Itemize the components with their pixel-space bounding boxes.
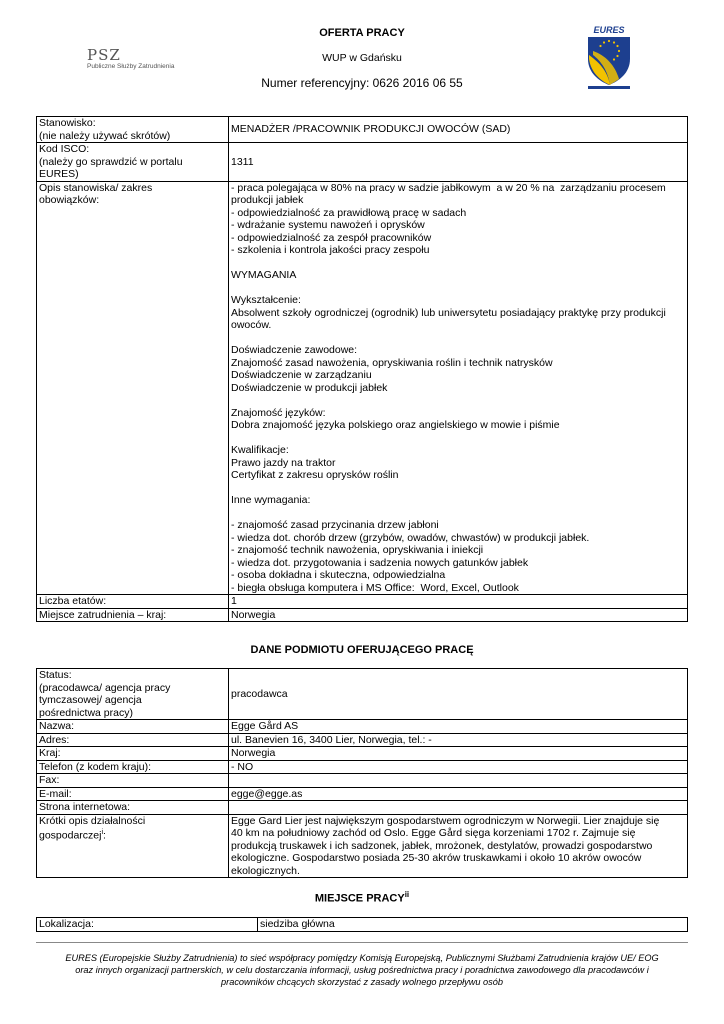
table-row xyxy=(37,143,688,182)
country-label: Kraj: xyxy=(37,747,229,761)
psz-logo: PSZ Publiczne Służby Zatrudnienia xyxy=(87,46,175,70)
website-label: Strona internetowa: xyxy=(37,801,229,815)
fax-label: Fax: xyxy=(37,774,229,788)
phone-value: - NO xyxy=(229,760,688,774)
table-row xyxy=(37,595,688,609)
isco-label: Kod ISCO: (należy go sprawdzić w portalu EURES) xyxy=(37,143,229,182)
fax-value xyxy=(229,774,688,788)
table-row xyxy=(37,181,688,595)
email-value: egge@egge.as xyxy=(229,787,688,801)
name-value: Egge Gård AS xyxy=(229,720,688,734)
name-label: Nazwa: xyxy=(37,720,229,734)
table-row xyxy=(37,669,688,720)
workplace-country-value: Norwegia xyxy=(229,608,688,622)
status-label: Status: (pracodawca/ agencja pracy tymczasowej/ agencja pośrednictwa pracy) xyxy=(37,669,229,720)
table-row xyxy=(37,801,688,815)
office-name: WUP w Gdańsku xyxy=(322,52,402,64)
employer-section-heading: DANE PODMIOTU OFERUJĄCEGO PRACĘ xyxy=(250,644,474,656)
status-value: pracodawca xyxy=(229,669,688,720)
description-value: - praca polegająca w 80% na pracy w sadzie jabłkowym a w 20 % na zarządzaniu procesem produkcji jabłek - odpowiedzialność za prawidłową pracę w sadach - wdrażanie systemu nawożeń i oprysków - odpowiedzialność za zespół pracowników - szkolenia i kontrola jakości pracy zespołu WYMAGANIA Wykształcenie: Absolwent szkoły ogrodniczej (ogrodnik) lub uniwersytetu posiadający praktykę przy produkcji owoców. Doświadczenie zawodowe: Znajomość zasad nawożenia, opryskiwania roślin i technik natrysków Doświadczenie w zarządzaniu Doświadczenie w produkcji jabłek Znajomość języków: Dobra znajomość języka polskiego oraz angielskiego w mowie i piśmie Kwalifikacje: Prawo jazdy na traktor Certyfikat z zakresu oprysków roślin Inne wymagania: - znajomość zasad przycinania drzew jabłoni - wiedza dot. chorób drzew (grzybów, owadów, chwastów) w produkcji jabłek. - znajomość technik nawożenia, opryskiwania i iniekcji - wiedza dot. przygotowania i sadzenia nowych gatunków jabłek - osoba dokładna i skuteczna, odpowiedzialna - biegła obsługa komputera i MS Office: Word, Excel, Outlook xyxy=(229,181,688,595)
country-value: Norwegia xyxy=(229,747,688,761)
positions-count-label: Liczba etatów: xyxy=(37,595,229,609)
location-label: Lokalizacja: xyxy=(37,918,258,932)
description-label: Opis stanowiska/ zakres obowiązków: xyxy=(37,181,229,595)
address-label: Adres: xyxy=(37,733,229,747)
position-label: Stanowisko: (nie należy używać skrótów) xyxy=(37,117,229,143)
table-row xyxy=(37,760,688,774)
table-row xyxy=(37,747,688,761)
workplace-section-heading: MIEJSCE PRACY$^{ii}$ xyxy=(314,890,410,905)
footer-note: EURES (Europejskie Służby Zatrudnienia) to sieć współpracy pomiędzy Komisją Europejską, Publicznymi Służbami Zatrudnienia krajów UE/ EOG oraz innych organizacji partnerskich, w celu dostarczania informacji, usług pośrednictwa pracy i poradnictwa zawodowego dla pracodawców i pracowników chcących skorzystać z zasady wolnego przepływu osób xyxy=(65,953,659,987)
workplace-table xyxy=(36,917,688,932)
table-row xyxy=(37,814,688,878)
reference-number: Numer referencyjny: 0626 2016 06 55 xyxy=(261,76,463,90)
footer-divider xyxy=(36,942,688,943)
address-value: ul. Banevien 16, 3400 Lier, Norwegia, tel.: - xyxy=(229,733,688,747)
positions-count-value: 1 xyxy=(229,595,688,609)
document-title: OFERTA PRACY xyxy=(319,27,405,39)
table-row xyxy=(37,774,688,788)
employer-table xyxy=(36,668,688,878)
eures-logo xyxy=(583,25,635,90)
phone-label: Telefon (z kodem kraju): xyxy=(37,760,229,774)
position-value: MENADŻER /PRACOWNIK PRODUKCJI OWOCÓW (SAD) xyxy=(229,117,688,143)
website-value xyxy=(229,801,688,815)
email-label: E-mail: xyxy=(37,787,229,801)
table-row xyxy=(37,608,688,622)
isco-value: 1311 xyxy=(229,143,688,182)
table-row xyxy=(37,733,688,747)
table-row xyxy=(37,918,688,932)
svg-text:EURES: EURES xyxy=(593,25,625,35)
workplace-country-label: Miejsce zatrudnienia – kraj: xyxy=(37,608,229,622)
table-row xyxy=(37,117,688,143)
business-description-value: Egge Gard Lier jest największym gospodarstwem ogrodniczym w Norwegii. Lier znajduje się 40 km na południowy zachód od Oslo. Egge Gård sięga korzeniami 1702 r. Zajmuje się produkcją truskawek i ich sadzonek, jabłek, mrożonek, destylatów, prowadzi gospodarstwo ekologiczne. Gospodarstwo posiada 25-30 akrów truskawkami i około 10 akrów owoców ekologicznych. xyxy=(229,814,688,878)
table-row xyxy=(37,720,688,734)
business-description-label: Krótki opis działalności gospodarczej$^i$: xyxy=(37,814,229,878)
location-value: siedziba główna xyxy=(258,918,688,932)
table-row xyxy=(37,787,688,801)
offer-table xyxy=(36,116,688,622)
